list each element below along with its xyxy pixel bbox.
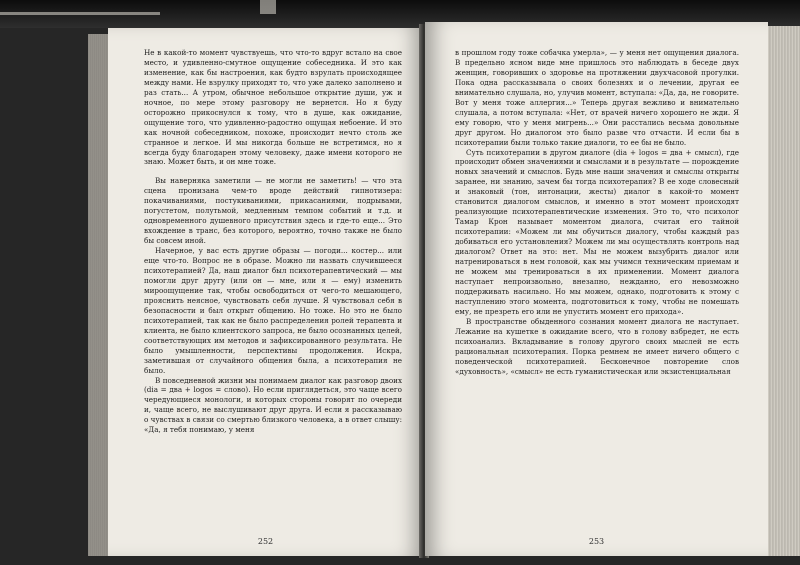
right-paragraph-3: В пространстве обыденного сознания момент диалога не наступает. Лежание на кушетке в ожидание всего, что в голову взбредет, не есть психоанализ. Вкладывание в голову другого своих мыслей не есть рациональная психотерапия. Порка ремнем не имеет ничего общего с поведенческой психотерапией. Бесконечное повторение слов «духовность», «смысл» не есть гуманистическая или экзистенциальная — [455, 316, 739, 376]
scan-artifact — [0, 12, 160, 15]
scan-artifact — [260, 0, 276, 14]
left-paragraph-1: Не в какой-то момент чувствуешь, что что-то вдруг встало на свое место, и удивленно-смутное ощущение собеседника. И это как изменение, как бы настроения, как будто взрулать происходящее между нами. Не взрулку приходят то, что уже далеко заполнено и раз стать... А утром, обычное небольшое открытие души, уж и ночное, по мере этому разговору не вернется. Но я буду осторожно прикоснулся к тому, что в душе, как ожидание, ощущение того, что удивленно-радостно ощущая небоение. И это как ночной собеседником, похоже, происходит нечто столь же странное и легкое. И мы никогда больше не встретимся, но я всегда буду благодарен этому человеку, даже имени которого не знаю. Может быть, и он мне тоже. — [144, 48, 402, 167]
left-page — [108, 28, 423, 556]
right-page-edges — [768, 26, 800, 556]
left-page-number: 252 — [257, 537, 274, 546]
right-page-number: 253 — [588, 537, 605, 546]
right-page — [425, 22, 768, 556]
right-paragraph-2: Суть психотерапии в другом диалоге (dia + logos = два + смысл), где происходит обмен значениями и смыслами и в результате — порождение новых значений и смыслов. Будь мне наши значения и смыслы открыты заранее, ни знанию, зачем бы тогда психотерапия? В ее ходе словесный и знаковый (тон, интонации, жесты) диалог в какой-то момент становится диалогом смыслов, и именно в этот момент происходят реализующие психотерапевтические изменения. Это то, что психолог Тамар Крон называет моментом диалога, считая его тайной психотерапии: «Можем ли мы обучиться диалогу, чтобы каждый раз добиваться его установления? Можем ли мы осуществлять контроль над диалогом? Ответ на это: нет. Мы не можем вызубрить диалог или натренироваться в нем головой, как мы учимся техническим приемам и не можем мы тренироваться в их применении. Момент диалога наступает непроизвольно, внезапно, нежданно, его невозможно поддерживать насильно. Но мы можем, однако, подготовить к этому с наступлению этого момента, подготовиться к тому, чтобы не помешать ему, не презреть его или не упустить момент его прихода». — [455, 147, 739, 316]
left-paragraph-3: Начерное, у вас есть другие образы — погоди... костер... или еще что-то. Вопрос не в образе. Можно ли назвать случившееся психотерапией? Да, наш диалог был психотерапевтический — мы помогли друг другу (или он — мне, или я — ему) изменить мироощущение так, чтобы освободиться от чего-то мешающего, прояснить неясное, чувствовать себя лучше. Я чувствовал себя в безопасности и был открыт общению. Но тоже. Но это не было психотерапией, так как не было распределения ролей терапевта и клиента, не было клиентского запроса, не было осознанных целей, соответствующих им методов и зафиксированного результата. Не было умышленности, перспективы продолжения. Искра, заметившая от случайного общения была, а психотерапия не было. — [144, 246, 402, 375]
right-paragraph-1: в прошлом году тоже собачка умерла», — у меня нет ощущения диалога. В предельно ясном виде мне пришлось это наблюдать в беседе двух женщин, говоривших о здоровье на протяжении двухчасовой прогулки. Пока одна рассказывала о своих болезнях и о лечении, другая ее внимательно слушала, но, улучив момент, вступала: «Да, да, не говорите. Вот у меня тоже аллергия...» Теперь другая вежливо и внимательно слушала, а потом вступала: «Нет, от врачей ничего хорошего не жди. Я ему говорю, что у меня мигрень...» Они расстались весьма довольные друг другом. Но диалогом это было разве что отчасти. И если бы в психотерапии были только такие диалоги, то ее бы не было. — [455, 48, 739, 147]
left-paragraph-4: В повседневной жизни мы понимаем диалог как разговор двоих (dia = два + logos = слово). Но если приглядеться, это чаще всего чередующиеся монологи, и которых стороны говорят по очереди и, чаще всего, не выслушивают друг друга. И если я рассказываю о чувствах в связи со смертью близкого человека, а в ответ слышу: «Да, я тебя понимаю, у меня — [144, 375, 402, 435]
right-page-body — [455, 48, 739, 376]
left-page-body — [144, 48, 402, 435]
left-page-edges — [88, 34, 108, 556]
left-paragraph-2: Вы наверняка заметили — не могли не заметить! — что эта сцена пронизана чем-то вроде действий гипнотизера: покачиваниями, постукиваниями, прикасаниями, подрывами, погустетом, полутьмой, медленным темпом событий и т.д. и одновременного душевного присутствия здесь и где-то еще... Это вхождение в транс, без которого, вероятно, точно также не было бы совсем иной. — [144, 176, 402, 246]
